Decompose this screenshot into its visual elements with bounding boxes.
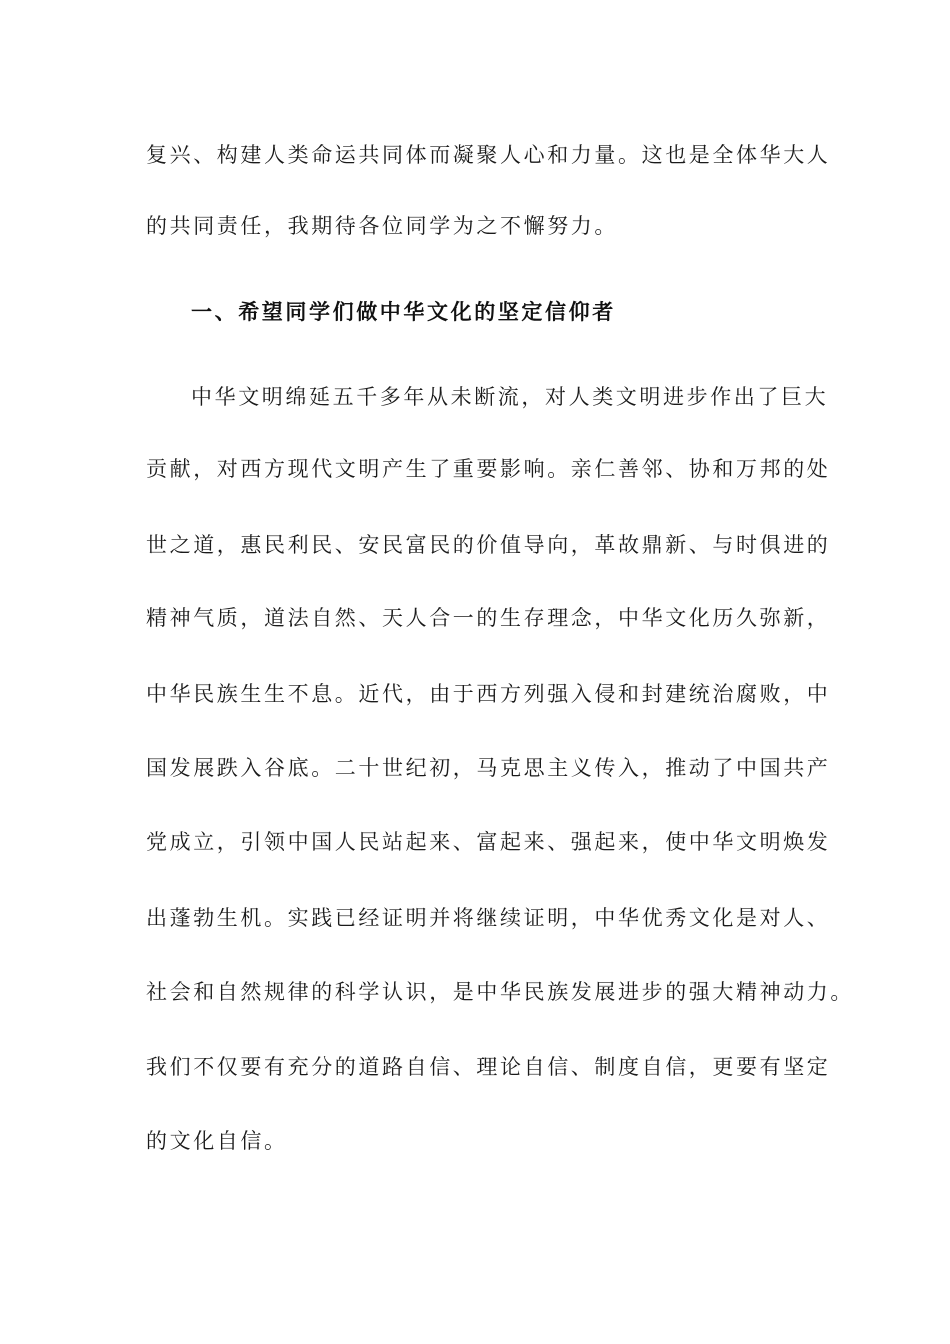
intro-line-2: 的共同责任，我期待各位同学为之不懈努力。 — [146, 214, 618, 238]
paragraph-line-1: 中华文明绵延五千多年从未断流，对人类文明进步作出了巨大 — [191, 385, 829, 409]
paragraph-line-10: 我们不仅要有充分的道路自信、理论自信、制度自信，更要有坚定 — [146, 1055, 831, 1079]
paragraph-line-9: 社会和自然规律的科学认识，是中华民族发展进步的强大精神动力。 — [146, 980, 854, 1004]
paragraph-line-4: 精神气质，道法自然、天人合一的生存理念，中华文化历久弥新， — [146, 606, 831, 630]
paragraph-line-8: 出蓬勃生机。实践已经证明并将继续证明，中华优秀文化是对人、 — [146, 906, 831, 930]
intro-line-1: 复兴、构建人类命运共同体而凝聚人心和力量。这也是全体华大人 — [146, 143, 831, 167]
paragraph-line-5: 中华民族生生不息。近代，由于西方列强入侵和封建统治腐败，中 — [146, 682, 831, 706]
paragraph-line-2: 贡献，对西方现代文明产生了重要影响。亲仁善邻、协和万邦的处 — [146, 457, 831, 481]
paragraph-line-3: 世之道，惠民利民、安民富民的价值导向，革故鼎新、与时俱进的 — [146, 533, 831, 557]
paragraph-line-11: 的文化自信。 — [146, 1129, 288, 1153]
paragraph-line-6: 国发展跌入谷底。二十世纪初，马克思主义传入，推动了中国共产 — [146, 756, 831, 780]
section-heading: 一、希望同学们做中华文化的坚定信仰者 — [191, 300, 616, 324]
paragraph-line-7: 党成立，引领中国人民站起来、富起来、强起来，使中华文明焕发 — [146, 830, 831, 854]
